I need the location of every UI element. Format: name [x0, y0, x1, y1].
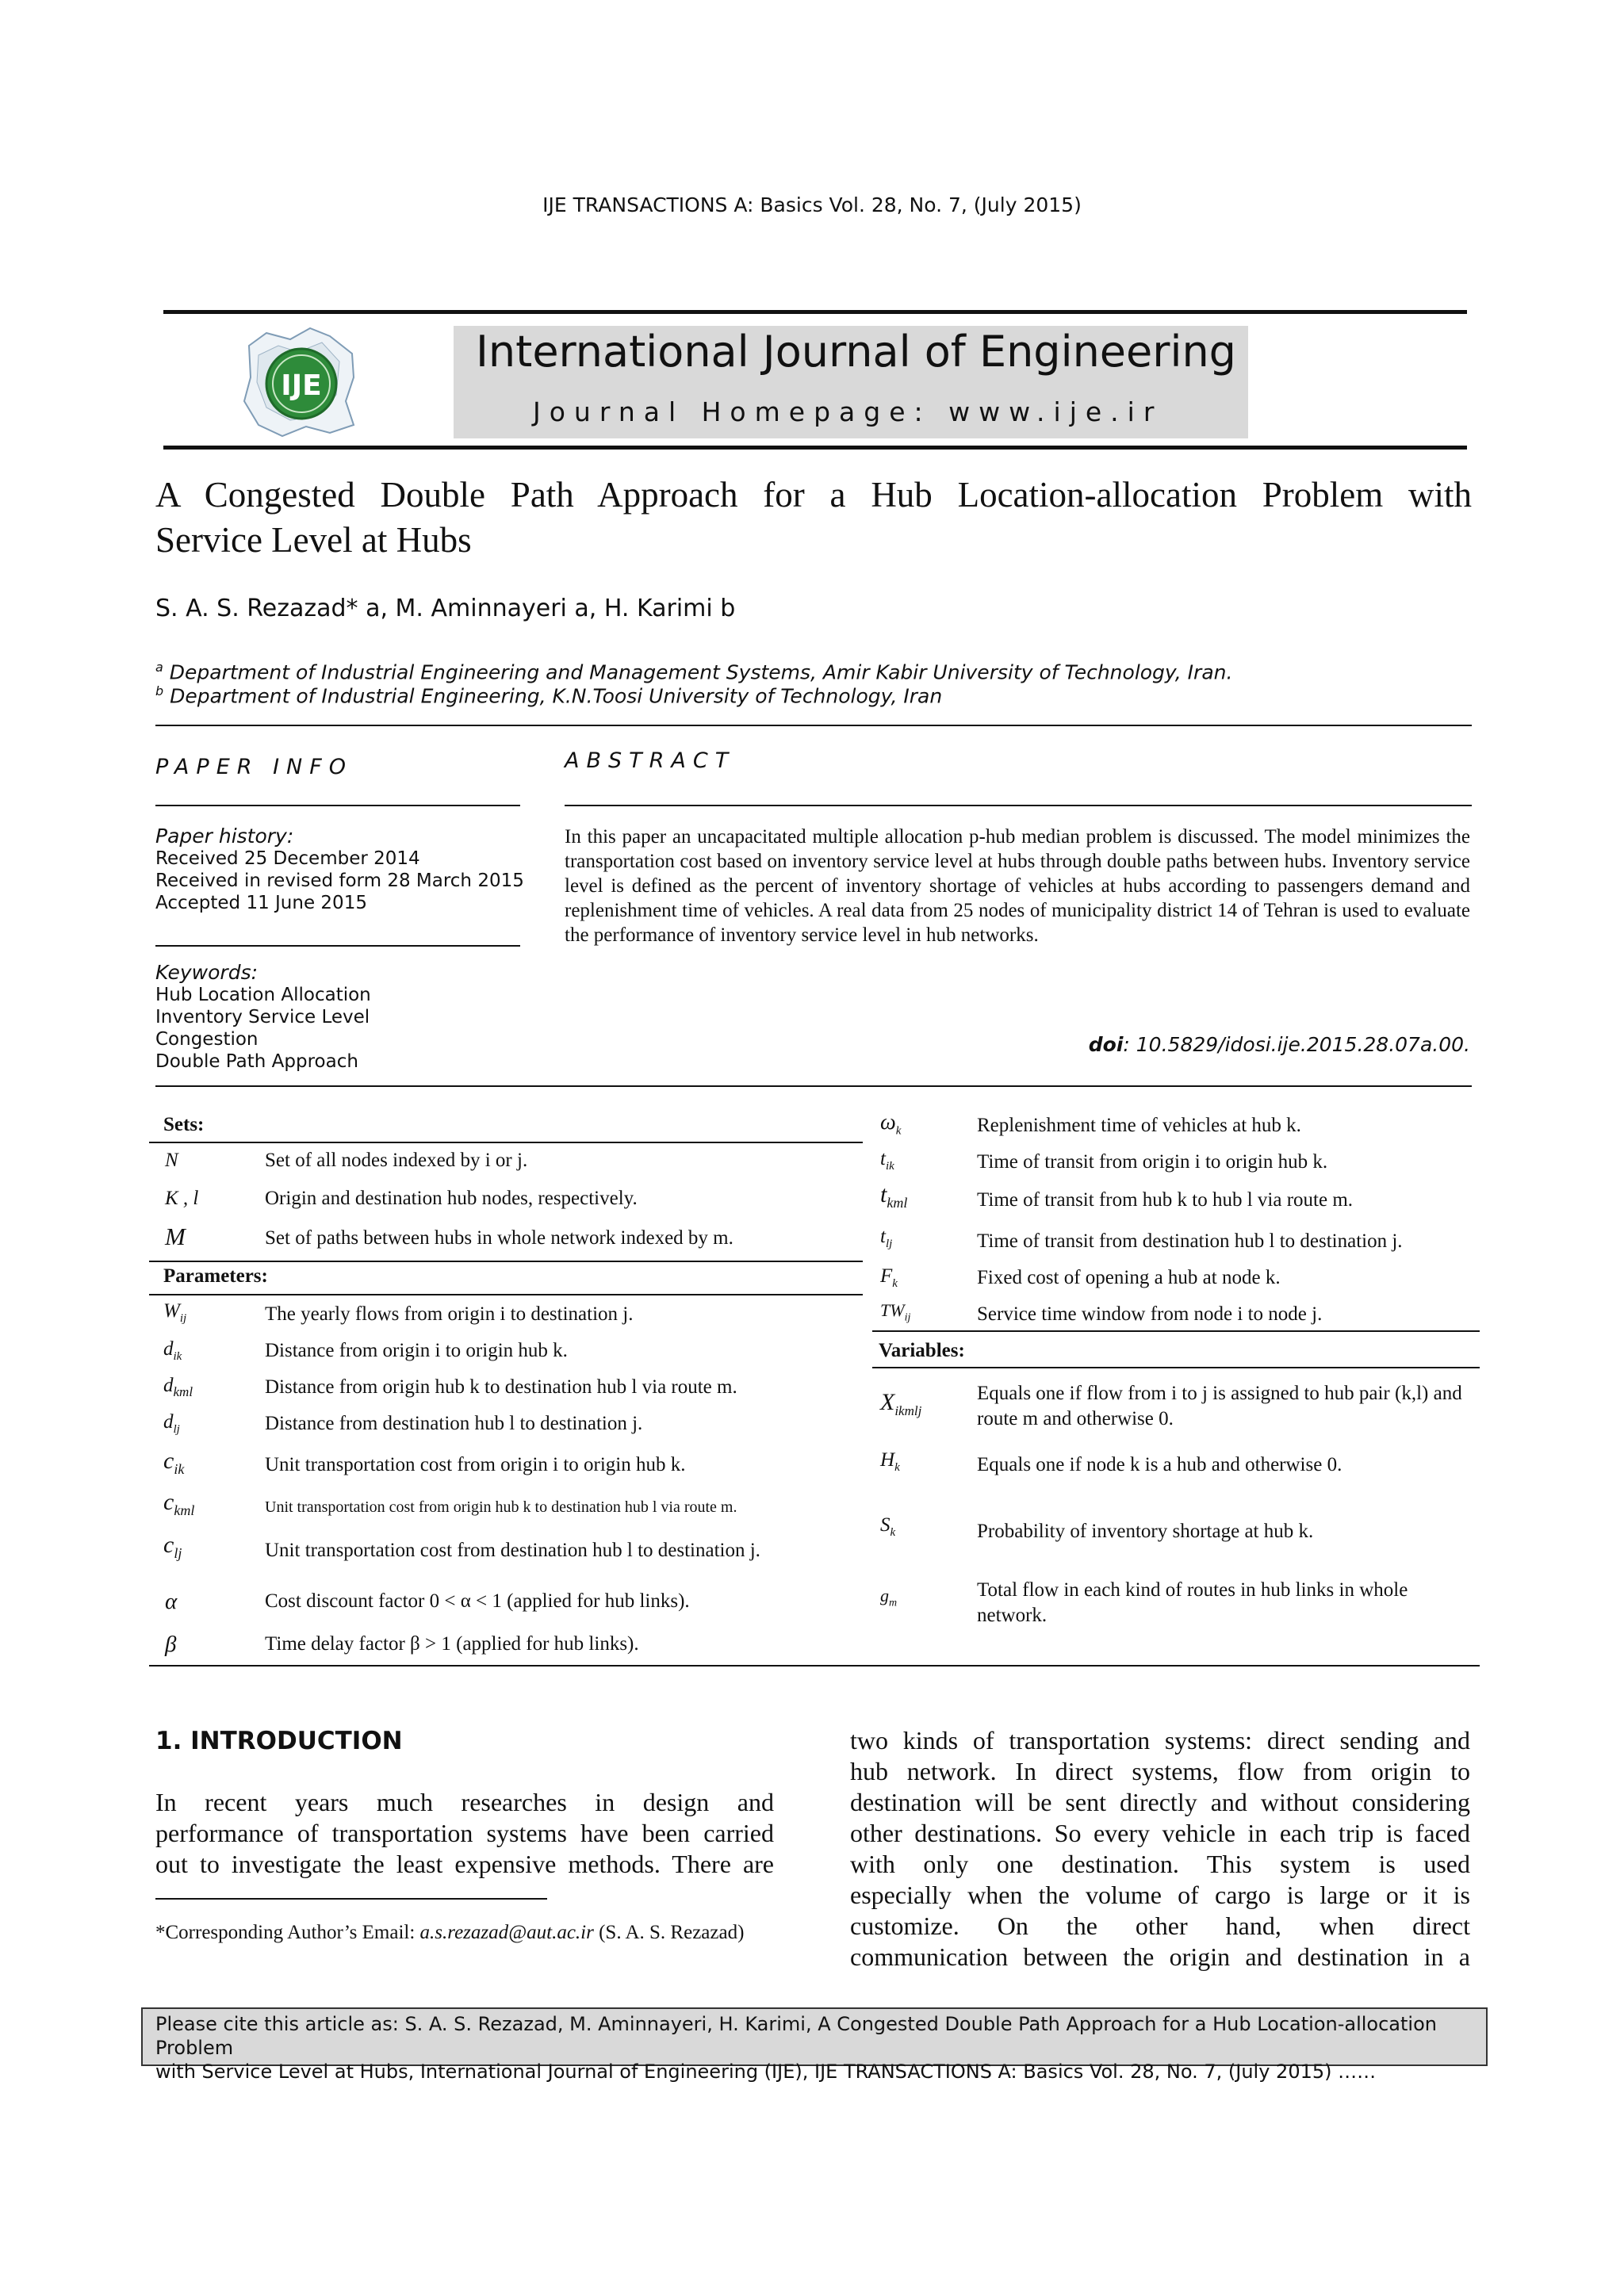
intro-text-line: especially when the volume of cargo is large or it is — [850, 1881, 1470, 1909]
parameters-heading: Parameters: — [163, 1265, 268, 1287]
doi[interactable] — [1089, 1033, 1470, 1056]
doi-value: : 10.5829/idosi.ije.2015.28.07a.00. — [1123, 1033, 1470, 1056]
symbol: $d_{lj}$ — [163, 1411, 180, 1436]
history-received: Received 25 December 2014 — [155, 848, 420, 869]
symbol-description: Cost discount factor 0 < α < 1 (applied for hub links). — [265, 1590, 690, 1612]
intro-text-line: customize. On the other hand, when direct — [850, 1911, 1470, 1940]
history-revised: Received in revised form 28 March 2015 — [155, 871, 524, 891]
intro-text-line: hub network. In direct systems, flow from origin to — [850, 1757, 1470, 1785]
nomenclature-rule-bottom — [149, 1665, 1480, 1667]
symbol-description: Distance from destination hub l to destination j. — [265, 1413, 643, 1434]
affiliation-a-text: Department of Industrial Engineering and Management Systems, Amir Kabir University of Technology, Iran. — [169, 660, 1233, 684]
parameters-rule — [149, 1294, 863, 1295]
symbol-description: Time of transit from hub k to hub l via route m. — [977, 1189, 1354, 1211]
abstract-rule-bottom — [155, 1085, 1472, 1087]
intro-text-line: other destinations. So every vehicle in each trip is faced — [850, 1819, 1470, 1847]
corresponding-email-link[interactable]: a.s.rezazad@aut.ac.ir — [419, 1922, 594, 1943]
variables-rule-top — [872, 1330, 1480, 1332]
authors: S. A. S. Rezazad* a, M. Aminnayeri a, H. Karimi b — [155, 595, 736, 622]
keyword-item: Congestion — [155, 1029, 259, 1050]
paper-title-line2: Service Level at Hubs — [155, 520, 472, 560]
history-accepted: Accepted 11 June 2015 — [155, 893, 367, 913]
symbol-description: Unit transportation cost from destination hub l to destination j. — [265, 1540, 760, 1561]
affiliation-a-mark: a — [155, 660, 163, 675]
symbol: $c_{kml}$ — [163, 1489, 195, 1518]
abstract-rule-top — [565, 805, 1472, 806]
symbol: α — [165, 1589, 178, 1614]
intro-text-line: destination will be sent directly and without considering — [850, 1788, 1470, 1816]
symbol: $c_{lj}$ — [163, 1532, 182, 1561]
intro-text-line: two kinds of transportation systems: direct sending and — [850, 1726, 1470, 1755]
symbol-description: Origin and destination hub nodes, respectively. — [265, 1188, 638, 1209]
symbol-description: Set of paths between hubs in whole network indexed by m. — [265, 1227, 733, 1249]
symbol: β — [165, 1632, 177, 1657]
paper-title-line1: A Congested Double Path Approach for a Hub Location-allocation Problem with — [155, 475, 1472, 515]
symbol-description: Fixed cost of opening a hub at node k. — [977, 1267, 1281, 1288]
symbol: K , l — [165, 1188, 199, 1209]
affiliation-b — [155, 683, 942, 707]
intro-text-line: performance of transportation systems have been carried — [155, 1819, 774, 1847]
symbol: $\omega_k$ — [880, 1110, 902, 1138]
affiliation-b-mark: b — [155, 683, 164, 698]
symbol: $F_k$ — [880, 1265, 898, 1290]
paper-info-rule-top — [155, 805, 520, 806]
symbol: $H_k$ — [880, 1449, 900, 1474]
citation-line1: Please cite this article as: S. A. S. Rezazad, M. Aminnayeri, H. Karimi, A Congested Double Path Approach for a Hub Location-allocation Problem — [155, 2013, 1437, 2059]
symbol: $t_{lj}$ — [880, 1226, 893, 1250]
symbol-description: Total flow in each kind of routes in hub links in whole network. — [977, 1579, 1408, 1626]
symbol: $TW_{ij}$ — [880, 1300, 911, 1324]
banner-top-rule — [163, 310, 1467, 314]
citation-line2: with Service Level at Hubs, International Journal of Engineering (IJE), IJE TRANSACTIONS A: Basics Vol. 28, No. 7, (July 2015) …… — [155, 2061, 1377, 2083]
banner-bottom-rule — [163, 446, 1467, 450]
keyword-item: Double Path Approach — [155, 1051, 358, 1072]
journal-name: International Journal of Engineering — [476, 327, 1236, 377]
symbol: $t_{ik}$ — [880, 1148, 894, 1173]
symbol-description: Equals one if node k is a hub and otherwise 0. — [977, 1454, 1342, 1475]
variables-rule — [872, 1367, 1480, 1368]
sets-rule — [149, 1142, 863, 1143]
footnote: *Corresponding Author’s Email: a.s.rezazad@aut.ac.ir (S. A. S. Rezazad) — [155, 1922, 745, 1943]
parameters-rule-top — [149, 1261, 863, 1262]
affiliation-b-text: Department of Industrial Engineering, K.N.Toosi University of Technology, Iran — [170, 684, 943, 708]
symbol: $S_k$ — [880, 1514, 896, 1539]
symbol: $g_m$ — [880, 1586, 898, 1609]
citation-text — [155, 2012, 1472, 2084]
symbol: $W_{ij}$ — [163, 1300, 187, 1325]
symbol-description: The yearly flows from origin i to destination j. — [265, 1303, 634, 1325]
keyword-item: Hub Location Allocation — [155, 985, 371, 1005]
keywords-label: Keywords: — [155, 961, 259, 984]
symbol-description: Set of all nodes indexed by i or j. — [265, 1150, 528, 1171]
symbol: N — [165, 1150, 178, 1171]
intro-text-line: out to investigate the least expensive methods. There are — [155, 1850, 774, 1878]
symbol: $d_{ik}$ — [163, 1338, 182, 1363]
symbol-description: Distance from origin hub k to destination hub l via route m. — [265, 1376, 737, 1398]
symbol-description: Unit transportation cost from origin hub k to destination hub l via route m. — [265, 1498, 737, 1516]
footnote-rule — [155, 1898, 547, 1900]
abstract-heading: ABSTRACT — [565, 748, 736, 773]
symbol-description: Time of transit from destination hub l to destination j. — [977, 1230, 1403, 1252]
symbol-description: Equals one if flow from i to j is assigned to hub pair (k,l) and route m and otherwise 0. — [977, 1383, 1462, 1429]
paper-info-rule-mid — [155, 945, 520, 947]
journal-homepage[interactable]: Journal Homepage: www.ije.ir — [533, 396, 1163, 427]
running-header: IJE TRANSACTIONS A: Basics Vol. 28, No. 7, (July 2015) — [542, 193, 1082, 216]
symbol-description: Unit transportation cost from origin i to origin hub k. — [265, 1454, 686, 1475]
symbol-description: Service time window from node i to node j. — [977, 1303, 1323, 1325]
paper-history-label: Paper history: — [155, 825, 294, 848]
paper-title — [155, 473, 1472, 563]
symbol-description: Probability of inventory shortage at hub k. — [977, 1521, 1314, 1542]
sets-heading: Sets: — [163, 1114, 205, 1135]
symbol: $t_{kml}$ — [880, 1181, 908, 1211]
doi-label: doi — [1088, 1033, 1124, 1056]
symbol: $d_{kml}$ — [163, 1375, 193, 1399]
keyword-item: Inventory Service Level — [155, 1007, 370, 1027]
intro-text-line: In recent years much researches in design and — [155, 1788, 774, 1816]
symbol-description: Replenishment time of vehicles at hub k. — [977, 1115, 1301, 1136]
symbol-description: Distance from origin i to origin hub k. — [265, 1340, 568, 1361]
intro-text-line: communication between the origin and destination in a — [850, 1942, 1470, 1971]
intro-text-line: with only one destination. This system is used — [850, 1850, 1470, 1878]
symbol: M — [165, 1223, 186, 1250]
affiliation-rule — [155, 725, 1472, 726]
variables-heading: Variables: — [879, 1340, 965, 1361]
abstract-text: In this paper an uncapacitated multiple allocation p-hub median problem is discussed. The model minimizes the transportation cost based on inventory service level at hubs through double paths between hubs. Inventory service level is defined as the percent of inventory shortage of vehicles at hubs according to passengers demand and replenishment time of vehicles. A real data from 25 nodes of municipality district 14 of Tehran is used to evaluate the performance of inventory service level in hub networks. — [565, 826, 1470, 946]
symbol-description: Time of transit from origin i to origin hub k. — [977, 1151, 1328, 1173]
logo-text: IJE — [281, 369, 322, 402]
symbol-description: Time delay factor β > 1 (applied for hub links). — [265, 1633, 639, 1655]
affiliation-a — [155, 660, 1232, 683]
ije-logo-icon — [235, 322, 362, 441]
symbol: $c_{ik}$ — [163, 1448, 185, 1477]
paper-info-heading: PAPER INFO — [155, 755, 354, 779]
introduction-heading: 1. INTRODUCTION — [155, 1727, 403, 1755]
symbol: $X_{ikmlj}$ — [880, 1389, 922, 1418]
